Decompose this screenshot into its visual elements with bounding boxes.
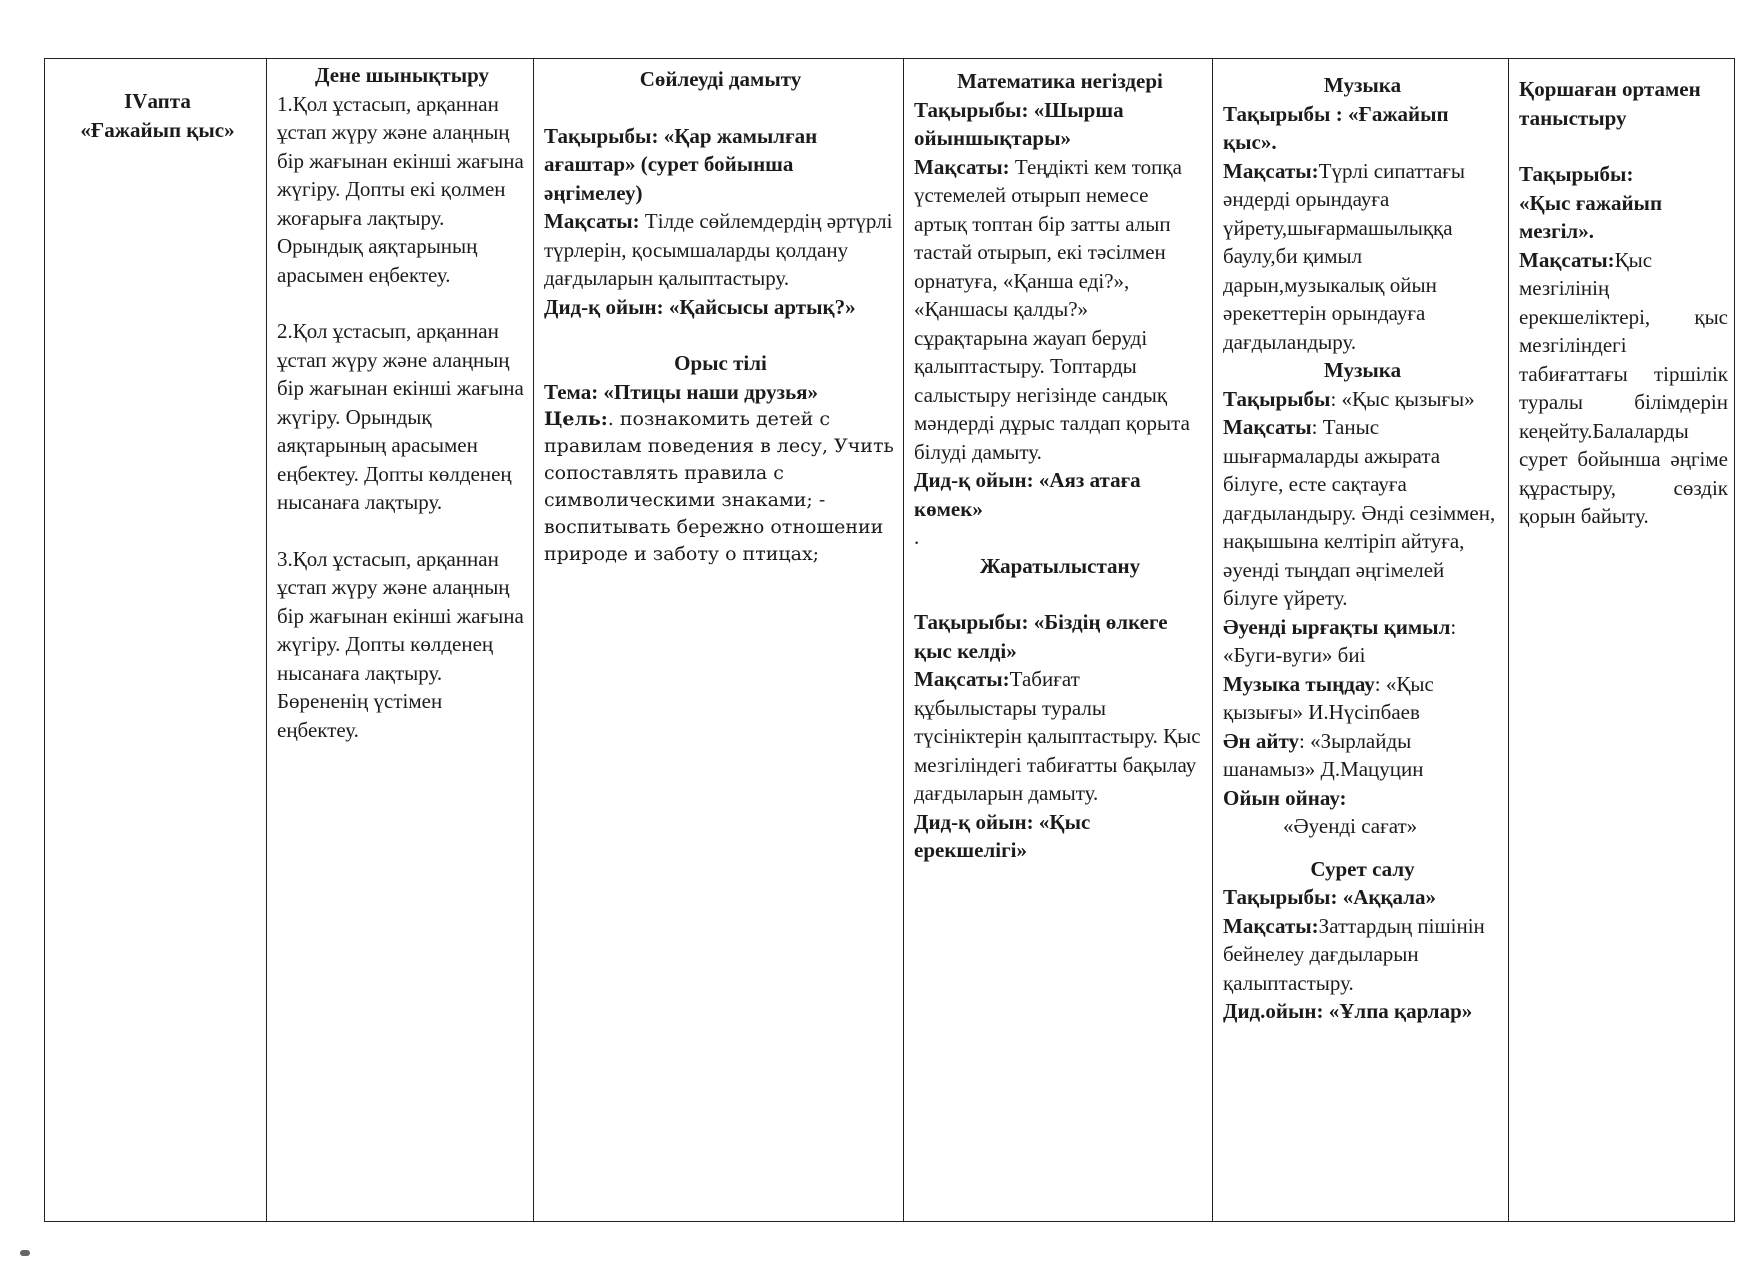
environment-topic-label: Тақырыбы: bbox=[1519, 162, 1634, 186]
week-number: IVапта bbox=[124, 89, 191, 113]
phys-ed-title: Дене шынықтыру bbox=[314, 63, 490, 87]
table-row bbox=[45, 59, 1735, 1222]
music-topic-label: Тақырыбы : bbox=[1223, 101, 1343, 126]
phys-ed-cell bbox=[267, 59, 534, 1222]
speech-cell bbox=[534, 59, 904, 1222]
speech-title: Сөйлеуді дамыту bbox=[639, 67, 802, 91]
speech-topic-label: Тақырыбы: bbox=[544, 123, 659, 148]
drawing-topic: Тақырыбы: «Аққала» bbox=[1223, 885, 1437, 909]
math-goal bbox=[914, 153, 1206, 467]
music-play-label: Ойын ойнау: bbox=[1223, 785, 1347, 810]
environment-topic: «Қыс ғажайып мезгіл». bbox=[1519, 190, 1663, 243]
music-listen-label: Музыка тыңдау bbox=[1223, 671, 1375, 696]
russian-goal bbox=[544, 406, 897, 568]
drawing-goal-label: Мақсаты: bbox=[1223, 913, 1319, 938]
music-listen bbox=[1223, 670, 1502, 727]
russian-goal-text: . познакомить детей с правилам поведения в лесу, Учить сопоставлять правила с символическими знаками; - воспитывать бережно отношении природе и заботу о птицах; bbox=[544, 408, 894, 565]
nature-topic-label: Тақырыбы: bbox=[914, 610, 1029, 634]
nature-game: Дид-қ ойын: «Қыс ерекшелігі» bbox=[914, 809, 1091, 862]
music-goal-2-text: : Таныс шығармаларды ажырата білуге, есте сақтауға дағдыландыру. Әнді сезіммен, нақышына келтіріп айтуға, әуенді тыңдап әңгімелей білуге үйрету. bbox=[1223, 415, 1496, 610]
music-goal bbox=[1223, 157, 1502, 357]
music-goal-2-label: Мақсаты bbox=[1223, 415, 1312, 439]
math-title: Математика негіздері bbox=[957, 69, 1163, 93]
music-rhythm-label: Әуенді ырғақты қимыл bbox=[1223, 614, 1451, 639]
music-topic-text: «Ғажайып қыс». bbox=[1223, 101, 1449, 154]
speech-topic bbox=[544, 122, 897, 208]
environment-goal-label: Мақсаты: bbox=[1519, 247, 1615, 272]
math-cell bbox=[904, 59, 1213, 1222]
drawing-goal-text: Заттардың пішінін бейнелеу дағдыларын қалыптастыру. bbox=[1223, 913, 1485, 995]
music-goal-2 bbox=[1223, 413, 1502, 613]
math-dot: . bbox=[914, 525, 920, 549]
weekly-plan-table bbox=[44, 58, 1735, 1222]
nature-goal bbox=[914, 665, 1206, 808]
music-topic-2 bbox=[1223, 385, 1502, 414]
music-cell bbox=[1213, 59, 1509, 1222]
russian-theme: Тема: «Птицы наши друзья» bbox=[544, 379, 819, 404]
russian-title: Орыс тілі bbox=[674, 351, 767, 375]
music-sing-label: Ән айту bbox=[1223, 728, 1300, 753]
music-sing-text: : «Зырлайды шанамыз» Д.Мацуцин bbox=[1223, 728, 1424, 781]
nature-goal-label: Мақсаты: bbox=[914, 667, 1010, 691]
speech-topic-text: «Қар жамылған ағаштар» (сурет бойынша әңгімелеу) bbox=[544, 123, 818, 205]
environment-goal-text: Қыс мезгілінің ерекшеліктері, қыс мезгіліндегі табиғаттағы тіршілік туралы білімдерін кеңейту.Балаларды сурет бойынша әңгіме құрастыру, сөздік қорын байыту. bbox=[1519, 247, 1728, 528]
music-topic bbox=[1223, 100, 1502, 157]
music-title: Музыка bbox=[1323, 73, 1402, 97]
math-goal-label: Мақсаты: bbox=[914, 154, 1010, 179]
phys-ed-exercise-3: 3.Қол ұстасып, арқаннан ұстап жүру және алаңның бір жағынан екінші жағына жүгіру. Допты көлденең нысанаға лақтыру. Бөрененің үстімен еңбектеу. bbox=[277, 546, 524, 742]
music-rhythm-text: «Буги-вуги» биі bbox=[1223, 643, 1366, 667]
music-topic-2-text: : «Қыс қызығы» bbox=[1330, 386, 1475, 411]
music-sing bbox=[1223, 727, 1502, 784]
speech-goal bbox=[544, 207, 897, 293]
math-topic-label: Тақырыбы: bbox=[914, 97, 1029, 122]
environment-goal bbox=[1519, 246, 1728, 531]
environment-title: Қоршаған ортамен таныстыру bbox=[1519, 77, 1701, 130]
music-rhythm-colon: : bbox=[1450, 614, 1457, 639]
nature-topic-text: «Біздің өлкеге қыс келді» bbox=[914, 610, 1168, 663]
speech-goal-label: Мақсаты: bbox=[544, 209, 640, 233]
phys-ed-exercise-1: 1.Қол ұстасып, арқаннан ұстап жүру және алаңның бір жағынан екінші жағына жүгіру. Допты екі қолмен жоғарыға лақтыру. Орындық аяқтарының арасымен еңбектеу. bbox=[277, 91, 524, 287]
music-play-text: «Әуенді сағат» bbox=[1283, 814, 1418, 838]
math-goal-text: Теңдікті кем топқа үстемелей отырып немесе артық топтан бір затты алып тастай отырып, екі тәсілмен орнатуға, «Қанша еді?», «Қаншасы қалды?» сұрақтарына жауап беруді қалыптастыру. Топтарды салыстыру негізінде сандық мәндерді дұрыс талдап қорыта білуді дамыту. bbox=[914, 154, 1190, 464]
week-cell bbox=[45, 59, 267, 1222]
environment-cell bbox=[1509, 59, 1735, 1222]
week-theme: «Ғажайып қыс» bbox=[80, 117, 235, 142]
speech-goal-text: Тілде сөйлемдердің әртүрлі түрлерін, қосымшаларды қолдану дағдыларын қалыптастыру. bbox=[544, 209, 893, 290]
drawing-game: Дид.ойын: «Ұлпа қарлар» bbox=[1223, 999, 1473, 1023]
music-goal-label: Мақсаты: bbox=[1223, 158, 1319, 183]
music-goal-text: Түрлі сипаттағы әндерді орындауға үйрету,шығармашылыққа баулу,би қимыл дарын,музыкалық ойын әрекеттерін орындауға дағдыландыру. bbox=[1223, 158, 1466, 354]
music-title-2: Музыка bbox=[1323, 358, 1402, 382]
drawing-goal bbox=[1223, 912, 1502, 998]
music-rhythm bbox=[1223, 613, 1502, 642]
nature-goal-text: Табиғат құбылыстары туралы түсініктерін қалыптастыру. Қыс мезгіліндегі табиғатты бақылау дағдыларын дамыту. bbox=[914, 667, 1201, 805]
math-topic-text: «Шырша ойыншықтары» bbox=[914, 97, 1124, 150]
scan-artifact bbox=[20, 1250, 30, 1256]
music-topic-2-label: Тақырыбы bbox=[1223, 386, 1331, 411]
math-topic bbox=[914, 96, 1206, 153]
nature-topic bbox=[914, 608, 1206, 665]
nature-title: Жаратылыстану bbox=[979, 553, 1141, 578]
speech-game: Дид-қ ойын: «Қайсысы артық?» bbox=[544, 294, 856, 319]
music-listen-text: : «Қыс қызығы» И.Нүсіпбаев bbox=[1223, 671, 1434, 724]
math-game: Дид-қ ойын: «Аяз атаға көмек» bbox=[914, 468, 1141, 521]
russian-goal-label: Цель: bbox=[544, 408, 608, 430]
phys-ed-exercise-2: 2.Қол ұстасып, арқаннан ұстап жүру және алаңның бір жағынан екінші жағына жүгіру. Орындық аяқтарының арасымен еңбектеу. Допты көлденең нысанаға лақтыру. bbox=[277, 319, 524, 514]
drawing-title: Сурет салу bbox=[1310, 856, 1415, 881]
